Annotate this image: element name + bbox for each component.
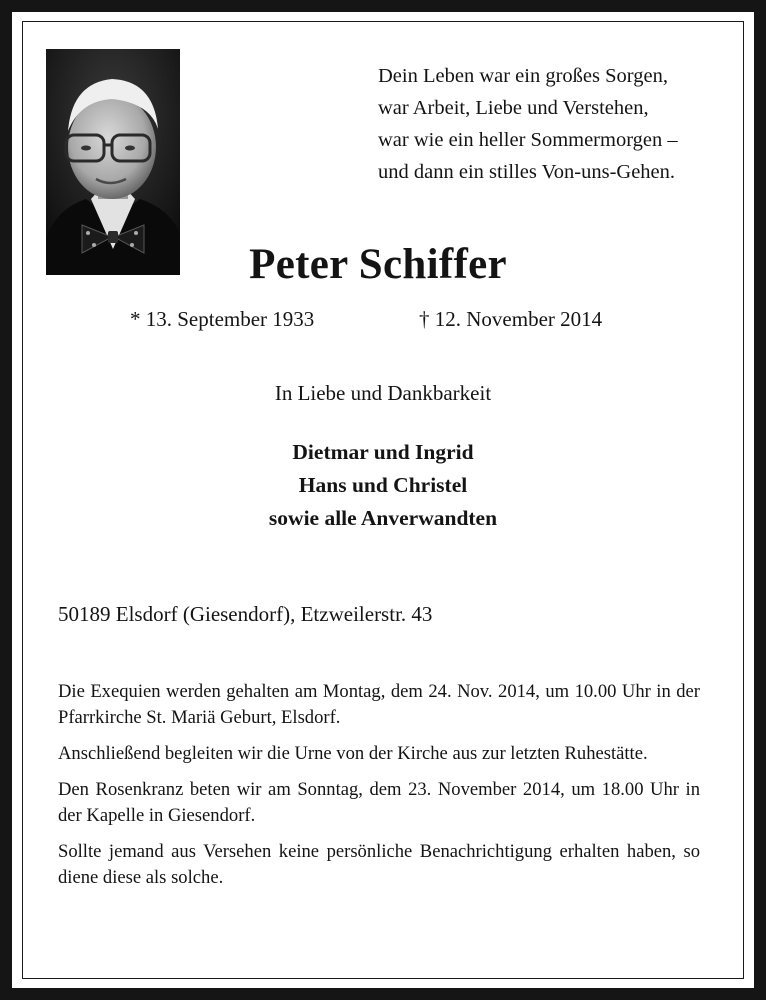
memorial-poem <box>378 60 738 188</box>
mourner-name: Hans und Christel <box>298 473 468 497</box>
family-address: 50189 Elsdorf (Giesendorf), Etzweilerstr. 43 <box>58 602 433 626</box>
poem-line: war Arbeit, Liebe und Verstehen, <box>378 97 649 119</box>
notice-paragraph: Anschließend begleiten wir die Urne von der Kirche aus zur letzten Ruhestätte. <box>58 743 648 764</box>
poem-line: Dein Leben war ein großes Sorgen, <box>378 65 668 87</box>
death-date: † 12. November 2014 <box>419 307 603 331</box>
mourner-name: Dietmar und Ingrid <box>292 440 474 464</box>
mourners-list <box>0 436 766 535</box>
funeral-notices <box>58 679 700 901</box>
mourner-name: sowie alle Anverwandten <box>268 506 498 530</box>
poem-line: und dann ein stilles Von-uns-Gehen. <box>378 161 676 183</box>
mourners-intro: In Liebe und Dankbarkeit <box>274 381 492 405</box>
birth-date: * 13. September 1933 <box>130 307 315 331</box>
deceased-name: Peter Schiffer <box>249 241 507 288</box>
notice-paragraph: Die Exequien werden gehalten am Montag, dem 24. Nov. 2014, um 10.00 Uhr in der Pfarrkirche St. Mariä Geburt, Elsdorf. <box>58 681 700 728</box>
notice-paragraph: Sollte jemand aus Versehen keine persönliche Benachrichtigung erhalten haben, so diene diese als solche. <box>58 841 700 888</box>
poem-line: war wie ein heller Sommermorgen – <box>378 129 678 151</box>
notice-paragraph: Den Rosenkranz beten wir am Sonntag, dem 23. November 2014, um 18.00 Uhr in der Kapelle in Giesendorf. <box>58 779 700 826</box>
